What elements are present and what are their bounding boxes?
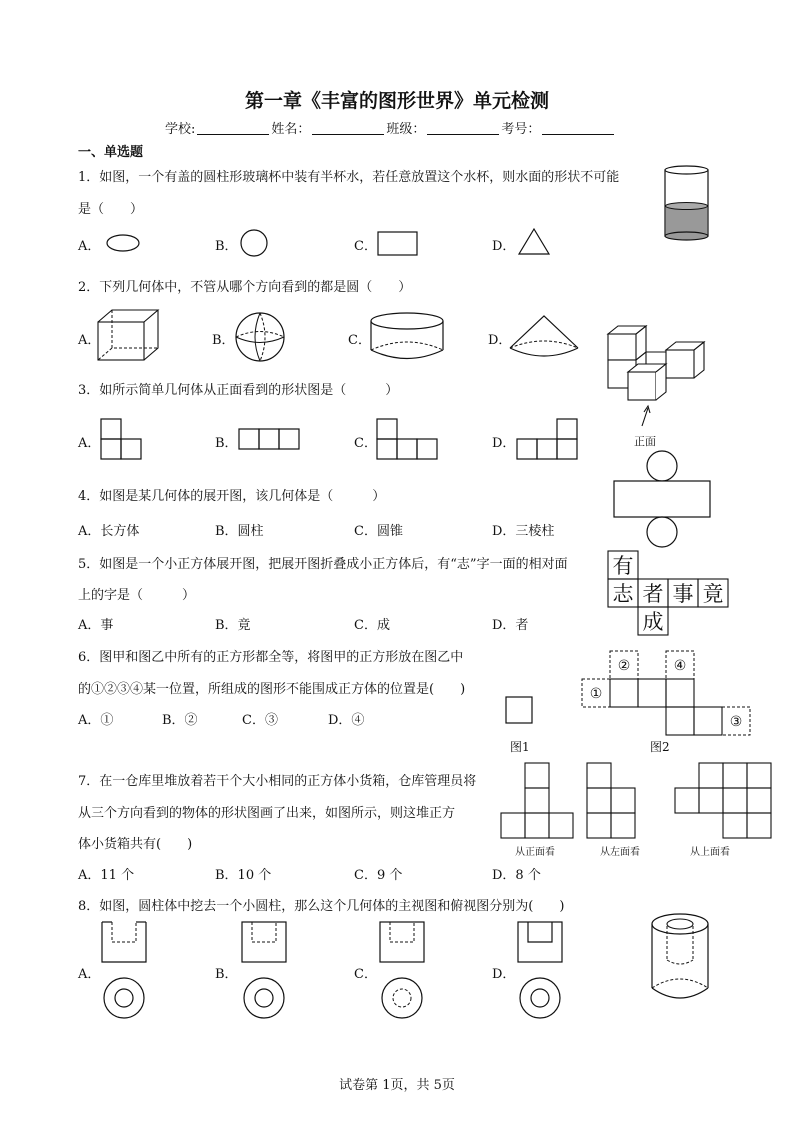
q4-option-c[interactable]: C．圆锥: [354, 524, 403, 539]
mark-1: ①: [589, 686, 603, 702]
q1-text-line2: 是（ ）: [78, 202, 144, 217]
q3-view-d: [516, 418, 580, 462]
q5-option-b[interactable]: B．竟: [215, 618, 251, 633]
name-label: 姓名：: [271, 122, 311, 137]
q3-cube-stack-figure: [604, 320, 710, 446]
number-blank[interactable]: [542, 122, 614, 135]
mark-3: ③: [729, 714, 743, 730]
q7-top-view: [674, 762, 778, 842]
q7-option-b[interactable]: B．10 个: [215, 868, 272, 883]
q6-fig2-net: [582, 650, 752, 740]
q8-option-b[interactable]: B．: [215, 967, 238, 982]
name-blank[interactable]: [312, 122, 384, 135]
q5-option-a[interactable]: A．事: [78, 618, 114, 633]
q3-option-d[interactable]: D．: [492, 436, 516, 451]
q6-text-line1: 6．图甲和图乙中所有的正方形都全等，将图甲的正方形放在图乙中: [78, 650, 464, 665]
page-title: 第一章《丰富的图形世界》单元检测: [244, 90, 549, 112]
front-view-label: 从正面看: [515, 847, 555, 858]
q8-option-d[interactable]: D．: [492, 967, 516, 982]
net-char-jing: 竟: [702, 582, 724, 606]
cylinder-figure: [370, 312, 446, 360]
q5-text-line1: 5．如图是一个小正方体展开图，把展开图折叠成小正方体后，有“志”字一面的相对面: [78, 557, 568, 572]
cube-figure: [96, 308, 162, 364]
school-blank[interactable]: [197, 122, 269, 135]
q1-glass-figure: [664, 164, 710, 242]
school-label: 学校:: [165, 122, 196, 137]
q3-text: 3．如所示简单几何体从正面看到的形状图是（ ）: [78, 383, 399, 398]
q7-option-d[interactable]: D．8 个: [492, 868, 541, 883]
fig2-label: 图2: [650, 740, 670, 754]
q8-view-c: [378, 920, 428, 1020]
q7-option-a[interactable]: A．11 个: [78, 868, 135, 883]
q7-text-line3: 体小货箱共有( ): [78, 837, 193, 852]
class-blank[interactable]: [427, 122, 499, 135]
q5-cube-net-figure: [606, 549, 730, 637]
sphere-figure: [234, 312, 288, 364]
q6-text-line2: 的①②③④某一位置，所组成的图形不能围成正方体的位置是( ): [78, 682, 466, 697]
q3-view-b: [238, 428, 302, 452]
student-info-line: [165, 118, 616, 137]
q2-option-d[interactable]: D．: [488, 333, 512, 348]
q7-option-c[interactable]: C．9 个: [354, 868, 403, 883]
q8-view-a: [100, 920, 150, 1020]
triangle-shape: [518, 228, 552, 258]
q8-view-b: [240, 920, 290, 1020]
q4-text: 4．如图是某几何体的展开图，该几何体是（ ）: [78, 489, 386, 504]
q8-text: 8．如图，圆柱体中挖去一个小圆柱，那么这个几何体的主视图和俯视图分别为( ): [78, 899, 565, 914]
q6-option-a[interactable]: A．①: [78, 713, 114, 728]
q5-option-d[interactable]: D．者: [492, 618, 529, 633]
top-view-label: 从上面看: [690, 847, 730, 858]
q8-view-d: [516, 920, 566, 1020]
q3-option-b[interactable]: B．: [215, 436, 238, 451]
net-char-zhe: 者: [642, 582, 664, 606]
q6-option-c[interactable]: C．③: [242, 713, 278, 728]
page-footer: 试卷第 1页，共 5页: [339, 1078, 455, 1093]
q8-option-c[interactable]: C．: [354, 967, 377, 982]
q1-option-b[interactable]: B．: [215, 239, 238, 254]
fig1-label: 图1: [510, 740, 530, 754]
ellipse-shape: [106, 234, 142, 254]
q8-hollow-cylinder-figure: [648, 912, 714, 1004]
q1-text-line1: 1．如图，一个有盖的圆柱形玻璃杯中装有半杯水，若任意放置这个水杯，则水面的形状不可能: [78, 170, 620, 185]
net-char-zhi: 志: [612, 582, 634, 606]
class-label: 班级：: [386, 122, 426, 137]
q3-option-c[interactable]: C．: [354, 436, 377, 451]
q4-option-d[interactable]: D．三棱柱: [492, 524, 555, 539]
q7-text-line2: 从三个方向看到的物体的形状图画了出来，如图所示，则这堆正方: [78, 806, 456, 821]
q2-option-b[interactable]: B．: [212, 333, 235, 348]
net-char-you: 有: [612, 554, 634, 578]
q5-option-c[interactable]: C．成: [354, 618, 390, 633]
net-char-shi: 事: [672, 582, 694, 606]
circle-shape: [240, 229, 270, 259]
q6-option-d[interactable]: D．④: [328, 713, 365, 728]
q4-option-a[interactable]: A．长方体: [78, 524, 140, 539]
mark-4: ④: [673, 658, 687, 674]
q4-cylinder-net-figure: [612, 450, 712, 550]
q6-fig1-square: [505, 696, 535, 726]
q3-view-c: [376, 418, 440, 462]
rectangle-shape: [377, 231, 421, 257]
q4-option-b[interactable]: B．圆柱: [215, 524, 264, 539]
number-label: 考号：: [501, 122, 541, 137]
q7-text-line1: 7．在一仓库里堆放着若干个大小相同的正方体小货箱，仓库管理员将: [78, 774, 477, 789]
q3-view-a: [100, 418, 144, 462]
q3-option-a[interactable]: A．: [78, 436, 101, 451]
q7-left-view: [586, 762, 642, 842]
q7-front-view: [500, 762, 576, 842]
q1-option-a[interactable]: A．: [78, 239, 101, 254]
front-label: 正面: [634, 435, 656, 448]
q6-option-b[interactable]: B．②: [162, 713, 198, 728]
q2-option-a[interactable]: A．: [78, 333, 101, 348]
mark-2: ②: [617, 658, 631, 674]
cone-figure: [508, 314, 580, 360]
q1-option-d[interactable]: D．: [492, 239, 516, 254]
left-view-label: 从左面看: [600, 847, 640, 858]
q2-option-c[interactable]: C．: [348, 333, 371, 348]
q1-option-c[interactable]: C．: [354, 239, 377, 254]
net-char-cheng: 成: [642, 610, 664, 634]
section-heading: 一、单选题: [78, 145, 144, 160]
q2-text: 2．下列几何体中，不管从哪个方向看到的都是圆（ ）: [78, 280, 412, 295]
q5-text-line2: 上的字是（ ）: [78, 588, 196, 603]
q8-option-a[interactable]: A．: [78, 967, 101, 982]
